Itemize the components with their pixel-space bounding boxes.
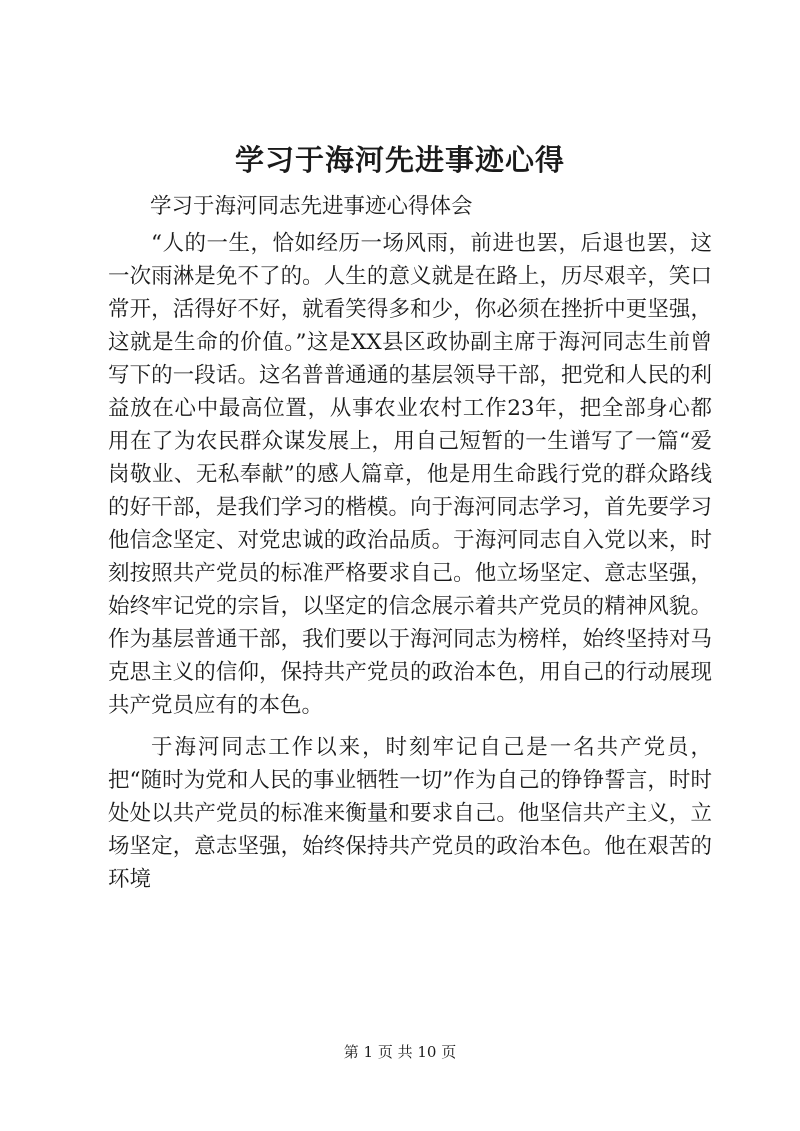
- document-title: 学习于海河先进事迹心得: [234, 143, 565, 177]
- document-subtitle: 学习于海河同志先进事迹心得体会: [150, 194, 473, 219]
- paragraph-2: 于海河同志工作以来，时刻牢记自己是一名共产党员，把“随时为党和人民的事业牺牲一切”作为自己的铮铮誓言，时时处处以共产党员的标准来衡量和要求自己。他坚信共产主义，立场坚定，意志坚强，始终保持共产党员的政治本色。他在艰苦的环境: [108, 735, 712, 892]
- paragraph-1: “人的一生，恰如经历一场风雨，前进也罢，后退也罢，这一次雨淋是免不了的。人生的意义就是在路上，历尽艰辛，笑口常开，活得好不好，就看笑得多和少，你必须在挫折中更坚强，这就是生命的价值。”这是XX县区政协副主席于海河同志生前曾写下的一段话。这名普普通通的基层领导干部，把党和人民的利益放在心中最高位置，从事农业农村工作23年，把全部身心都用在了为农民群众谋发展上，用自己短暂的一生谱写了一篇“爱岗敬业、无私奉献”的感人篇章，他是用生命践行党的群众路线的好干部，是我们学习的楷模。向于海河同志学习，首先要学习他信念坚定、对党忠诚的政治品质。于海河同志自入党以来，时刻按照共产党员的标准严格要求自己。他立场坚定、意志坚强，始终牢记党的宗旨，以坚定的信念展示着共产党员的精神风貌。作为基层普通干部，我们要以于海河同志为榜样，始终坚持对马克思主义的信仰，保持共产党员的政治本色，用自己的行动展现共产党员应有的本色。: [108, 231, 712, 718]
- document-body: [108, 190, 712, 896]
- page-number-footer: 第 1 页 共 10 页: [343, 1043, 457, 1061]
